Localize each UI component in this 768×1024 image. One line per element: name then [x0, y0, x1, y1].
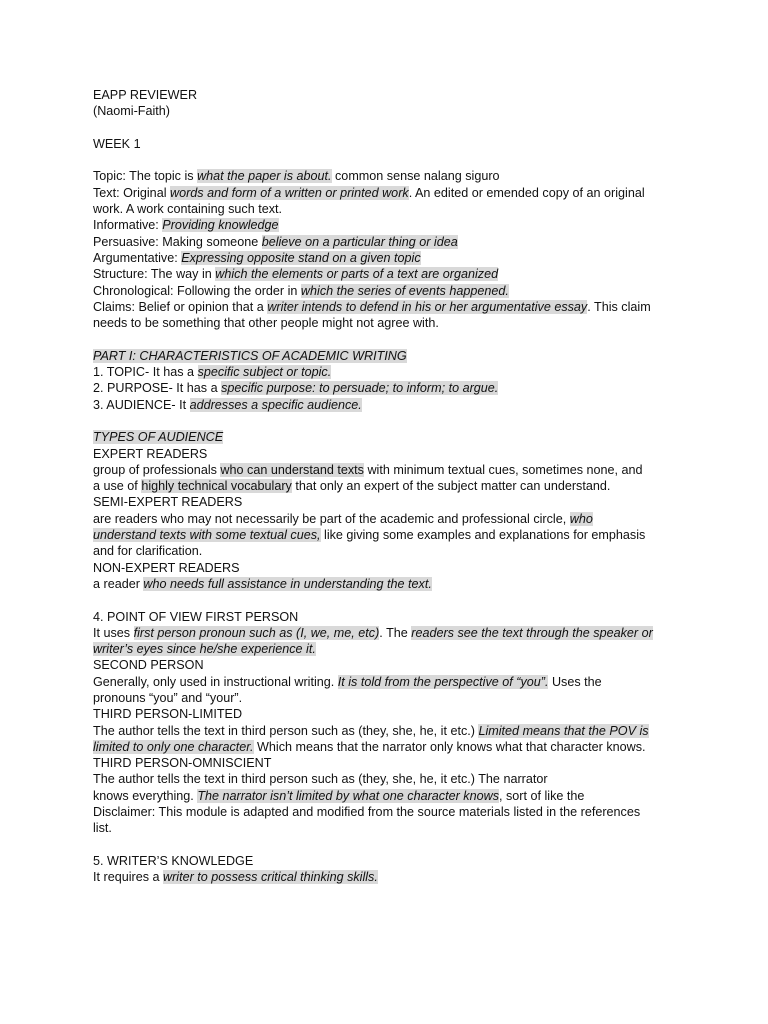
pov-second-desc-cont: pronouns “you” and “your”.: [93, 690, 243, 705]
non-title: NON-EXPERT READERS: [93, 560, 240, 575]
document-author: (Naomi-Faith): [93, 104, 170, 119]
pov-heading: 4. POINT OF VIEW FIRST PERSON: [93, 609, 299, 624]
def-structure: Structure: The way in which the elements or parts of a text are organized: [93, 267, 499, 282]
def-text: Text: Original words and form of a written or printed work. An edited or emended copy of an original: [93, 185, 645, 200]
def-text-cont: work. A work containing such text.: [93, 202, 282, 217]
part1-topic: 1. TOPIC- It has a specific subject or topic.: [93, 365, 332, 380]
semi-desc: are readers who may not necessarily be part of the academic and professional circle, who: [93, 511, 593, 526]
semi-desc-end: and for clarification.: [93, 544, 203, 559]
def-claims: Claims: Belief or opinion that a writer intends to defend in his or her argumentative essay. This claim: [93, 299, 651, 314]
pov-first-desc: It uses first person pronoun such as (I, we, me, etc). The readers see the text through the speaker or: [93, 625, 653, 640]
expert-title: EXPERT READERS: [93, 446, 208, 461]
pov-second-desc: Generally, only used in instructional writing. It is told from the perspective of “you”. Uses the: [93, 674, 602, 689]
document-title: EAPP REVIEWER: [93, 88, 198, 102]
part1-heading: PART I: CHARACTERISTICS OF ACADEMIC WRITING: [93, 348, 407, 363]
expert-desc-cont: a use of highly technical vocabulary that only an expert of the subject matter can understand.: [93, 479, 611, 494]
def-persuasive: Persuasive: Making someone believe on a particular thing or idea: [93, 234, 458, 249]
part1-audience: 3. AUDIENCE- It addresses a specific audience.: [93, 397, 362, 412]
part1-purpose: 2. PURPOSE- It has a specific purpose: to persuade; to inform; to argue.: [93, 381, 499, 396]
def-chronological: Chronological: Following the order in which the series of events happened.: [93, 283, 509, 298]
semi-title: SEMI-EXPERT READERS: [93, 495, 243, 510]
pov-limited-title: THIRD PERSON-LIMITED: [93, 707, 243, 722]
pov-omni-desc-cont: knows everything. The narrator isn’t limited by what one character knows, sort of like the: [93, 788, 585, 803]
def-argumentative: Argumentative: Expressing opposite stand on a given topic: [93, 250, 421, 265]
pov-omni-desc: The author tells the text in third person such as (they, she, he, it etc.) The narrator: [93, 772, 548, 787]
pov-limited-desc: The author tells the text in third person such as (they, she, he, it etc.) Limited means that the POV is: [93, 723, 649, 738]
def-claims-cont: needs to be something that other people might not agree with.: [93, 316, 439, 331]
pov-omni-title: THIRD PERSON-OMNISCIENT: [93, 756, 272, 771]
non-desc: a reader who needs full assistance in understanding the text.: [93, 576, 432, 591]
knowledge-heading: 5. WRITER’S KNOWLEDGE: [93, 853, 254, 868]
pov-second-title: SECOND PERSON: [93, 658, 204, 673]
def-informative: Informative: Providing knowledge: [93, 218, 279, 233]
disclaimer-cont: list.: [93, 821, 112, 836]
disclaimer: Disclaimer: This module is adapted and modified from the source materials listed in the references: [93, 805, 641, 820]
week-label: WEEK 1: [93, 136, 141, 151]
def-topic: Topic: The topic is what the paper is about. common sense nalang siguro: [93, 169, 500, 184]
pov-first-desc-cont: writer’s eyes since he/she experience it.: [93, 642, 316, 657]
knowledge-desc: It requires a writer to possess critical thinking skills.: [93, 870, 378, 885]
pov-limited-desc-cont: limited to only one character. Which means that the narrator only knows what that character knows.: [93, 739, 646, 754]
audience-heading: TYPES OF AUDIENCE: [93, 430, 224, 445]
semi-desc-cont: understand texts with some textual cues, like giving some examples and explanations for emphasis: [93, 528, 646, 543]
expert-desc: group of professionals who can understand texts with minimum textual cues, sometimes none, and: [93, 462, 643, 477]
